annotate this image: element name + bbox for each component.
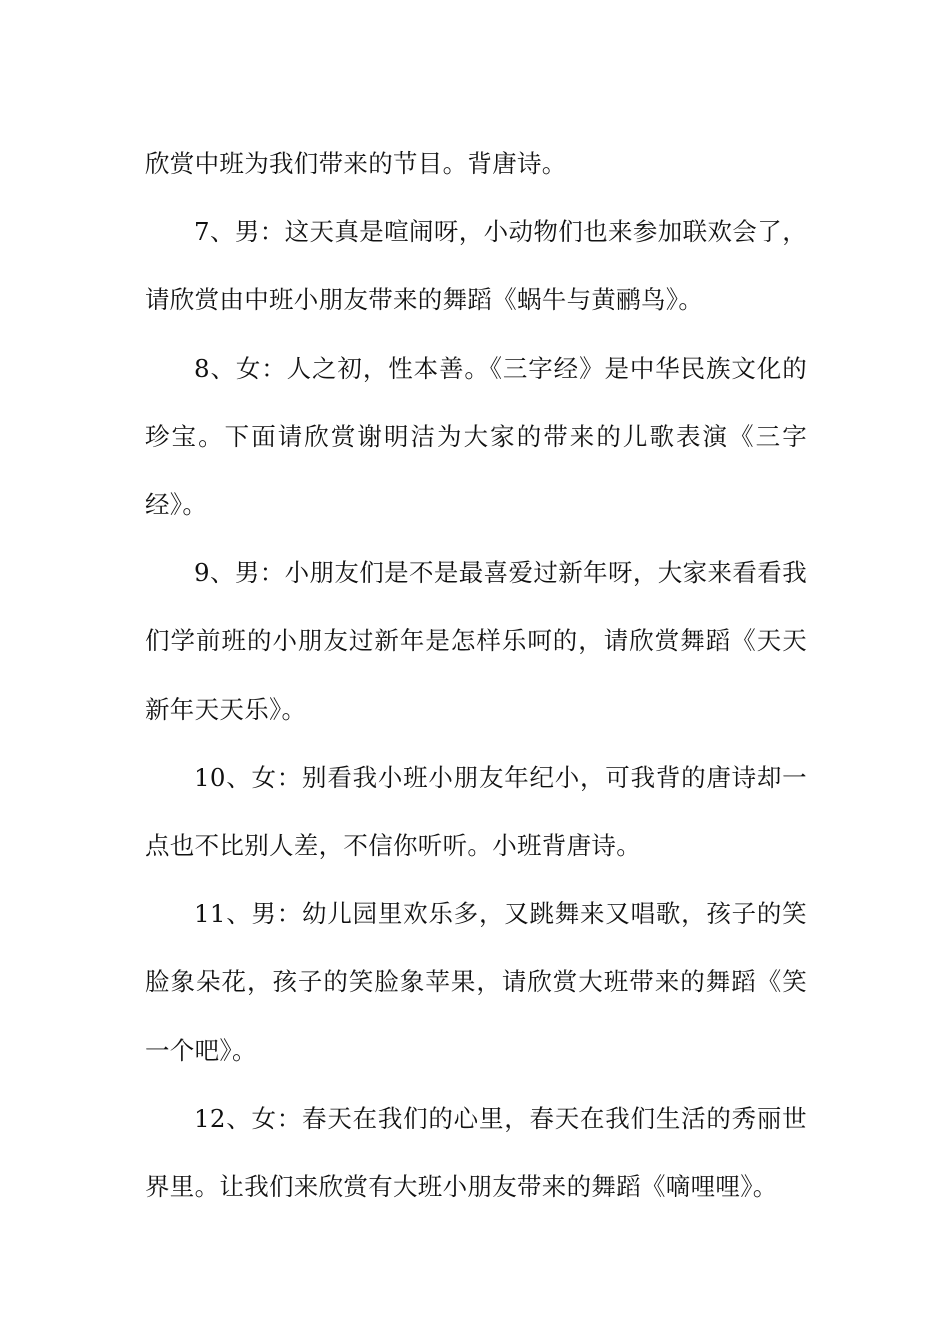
paragraph-item-7: 7、男：这天真是喧闹呀，小动物们也来参加联欢会了，请欣赏由中班小朋友带来的舞蹈《蜗牛与黄鹂鸟》。 bbox=[145, 217, 807, 315]
paragraph-item-10: 10、女：别看我小班小朋友年纪小，可我背的唐诗却一点也不比别人差，不信你听听。小班背唐诗。 bbox=[145, 762, 807, 861]
paragraph-item-11: 11、男：幼儿园里欢乐多，又跳舞来又唱歌，孩子的笑脸象朵花，孩子的笑脸象苹果，请欣赏大班带来的舞蹈《笑一个吧》。 bbox=[145, 899, 807, 1065]
paragraph-item-12: 12、女：春天在我们的心里，春天在我们生活的秀丽世界里。让我们来欣赏有大班小朋友带来的舞蹈《嘀哩哩》。 bbox=[145, 1103, 807, 1202]
paragraph-item-8: 8、女：人之初，性本善。《三字经》是中华民族文化的珍宝。下面请欣赏谢明洁为大家的带来的儿歌表演《三字经》。 bbox=[145, 353, 807, 520]
document-body bbox=[145, 130, 807, 1221]
paragraph-continuation: 欣赏中班为我们带来的节目。背唐诗。 bbox=[145, 149, 567, 178]
paragraph-item-9: 9、男：小朋友们是不是最喜爱过新年呀，大家来看看我们学前班的小朋友过新年是怎样乐呵的，请欣赏舞蹈《天天新年天天乐》。 bbox=[145, 558, 807, 724]
